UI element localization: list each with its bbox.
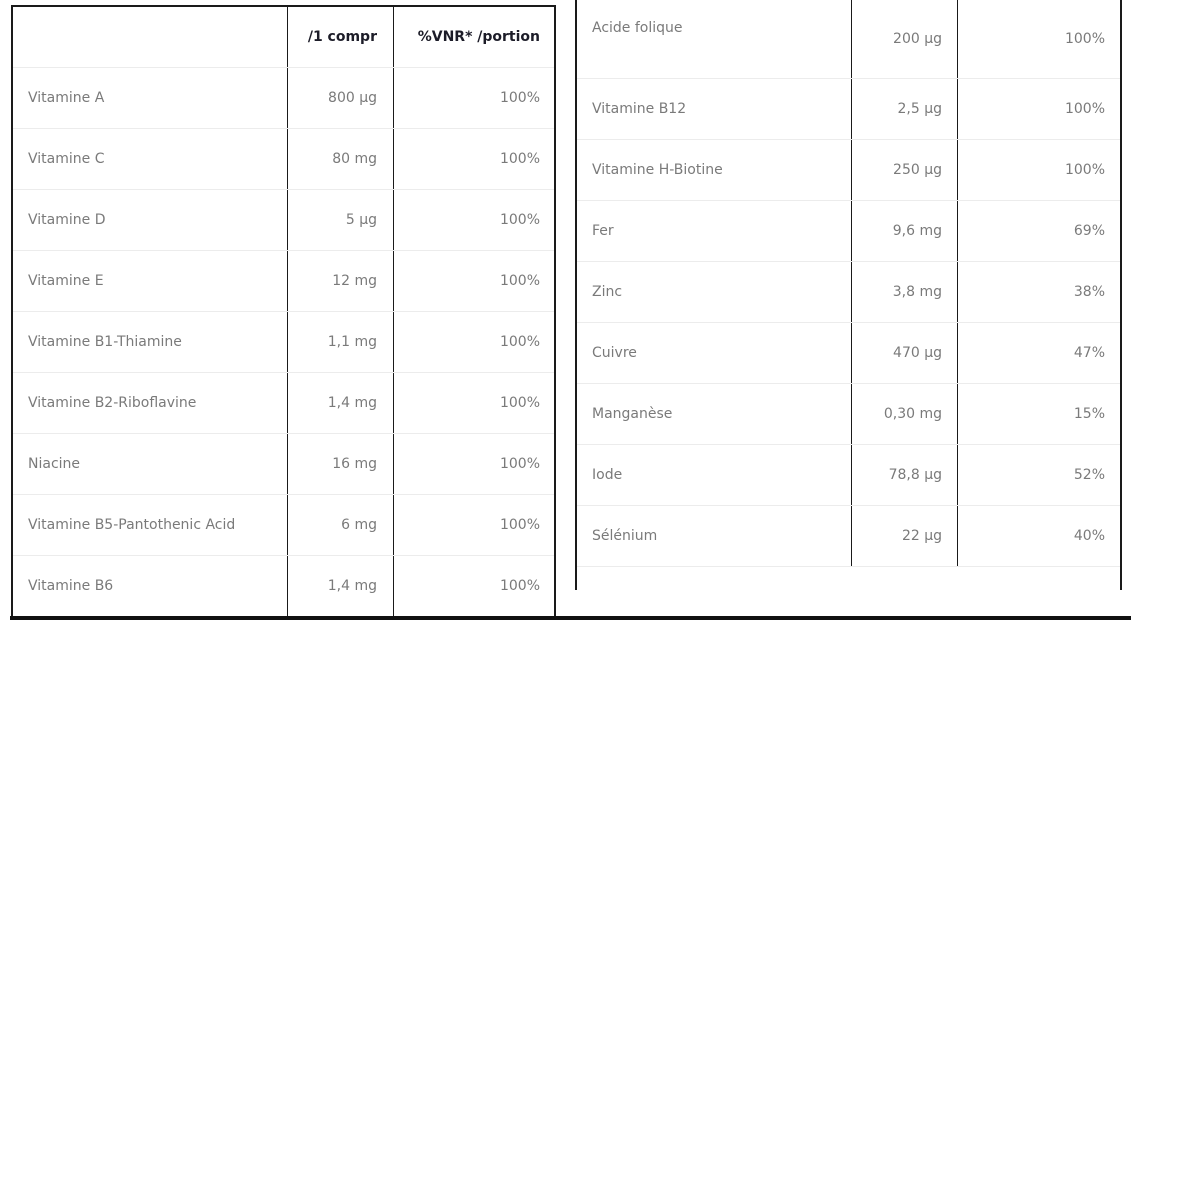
nutrient-vnr: 100% <box>499 212 540 228</box>
nutrient-quantity: 16 mg <box>332 456 377 472</box>
nutrient-quantity: 1,4 mg <box>327 395 377 411</box>
nutrient-vnr: 100% <box>499 273 540 289</box>
table-row <box>577 384 1120 445</box>
nutrient-vnr: 100% <box>499 90 540 106</box>
table-row <box>13 190 554 251</box>
nutrient-name: Vitamine C <box>28 151 105 167</box>
table-row <box>13 495 554 556</box>
table-row <box>13 251 554 312</box>
nutrient-vnr: 100% <box>499 151 540 167</box>
table-row <box>577 79 1120 140</box>
nutrient-quantity: 9,6 mg <box>892 223 942 239</box>
nutrient-name: Vitamine B6 <box>28 578 114 594</box>
nutrient-vnr: 52% <box>1073 467 1105 483</box>
nutrient-name: Cuivre <box>592 345 637 361</box>
nutrient-name: Vitamine H-Biotine <box>592 162 723 178</box>
bottom-rule <box>10 616 1131 620</box>
table-row <box>13 68 554 129</box>
table-row <box>577 201 1120 262</box>
nutrient-vnr: 100% <box>499 517 540 533</box>
nutrient-quantity: 250 µg <box>893 162 942 178</box>
nutrient-name: Acide folique <box>592 20 683 36</box>
nutrition-table-left <box>11 5 556 618</box>
nutrient-vnr: 40% <box>1073 528 1105 544</box>
table-row <box>577 323 1120 384</box>
nutrient-vnr: 100% <box>499 334 540 350</box>
nutrient-name: Vitamine B1-Thiamine <box>28 334 182 350</box>
table-row <box>577 140 1120 201</box>
nutrient-quantity: 200 µg <box>893 31 942 47</box>
nutrient-quantity: 800 µg <box>328 90 377 106</box>
nutrient-vnr: 47% <box>1073 345 1105 361</box>
nutrient-name: Sélénium <box>592 528 658 544</box>
table-row <box>13 373 554 434</box>
nutrient-quantity: 80 mg <box>332 151 377 167</box>
nutrient-quantity: 0,30 mg <box>883 406 942 422</box>
nutrient-vnr: 100% <box>1064 162 1105 178</box>
nutrient-name: Zinc <box>592 284 623 300</box>
nutrient-name: Vitamine B2-Riboflavine <box>28 395 197 411</box>
nutrient-name: Vitamine A <box>28 90 105 106</box>
nutrient-name: Vitamine E <box>28 273 104 289</box>
nutrient-vnr: 100% <box>1064 101 1105 117</box>
nutrient-quantity: 2,5 µg <box>897 101 942 117</box>
nutrient-name: Vitamine B5-Pantothenic Acid <box>28 517 236 533</box>
nutrient-vnr: 69% <box>1073 223 1105 239</box>
table-row <box>13 434 554 495</box>
nutrient-name: Iode <box>592 467 623 483</box>
table-row <box>13 129 554 190</box>
nutrient-vnr: 100% <box>499 395 540 411</box>
nutrient-vnr: 38% <box>1073 284 1105 300</box>
table-row <box>13 556 554 617</box>
nutrient-name: Vitamine D <box>28 212 106 228</box>
nutrient-vnr: 100% <box>499 578 540 594</box>
nutrient-vnr: 100% <box>1064 31 1105 47</box>
nutrient-quantity: 12 mg <box>332 273 377 289</box>
header-per-tablet: /1 compr <box>307 29 377 45</box>
nutrient-quantity: 5 µg <box>345 212 377 228</box>
table-row <box>577 262 1120 323</box>
nutrient-name: Niacine <box>28 456 81 472</box>
table-row <box>13 312 554 373</box>
nutrient-vnr: 15% <box>1073 406 1105 422</box>
table-row <box>577 445 1120 506</box>
table-row <box>577 506 1120 567</box>
nutrient-vnr: 100% <box>499 456 540 472</box>
nutrient-name: Fer <box>592 223 614 239</box>
nutrient-quantity: 470 µg <box>893 345 942 361</box>
nutrient-quantity: 3,8 mg <box>892 284 942 300</box>
nutrition-table-right <box>575 0 1122 590</box>
nutrient-quantity: 78,8 µg <box>888 467 942 483</box>
table-header-row <box>13 7 554 68</box>
nutrient-name: Manganèse <box>592 406 673 422</box>
nutrient-quantity: 1,4 mg <box>327 578 377 594</box>
nutrient-name: Vitamine B12 <box>592 101 687 117</box>
table-row <box>577 0 1120 79</box>
nutrient-quantity: 22 µg <box>901 528 942 544</box>
nutrient-quantity: 6 mg <box>341 517 377 533</box>
header-vnr: %VNR* /portion <box>417 29 540 45</box>
nutrient-quantity: 1,1 mg <box>327 334 377 350</box>
